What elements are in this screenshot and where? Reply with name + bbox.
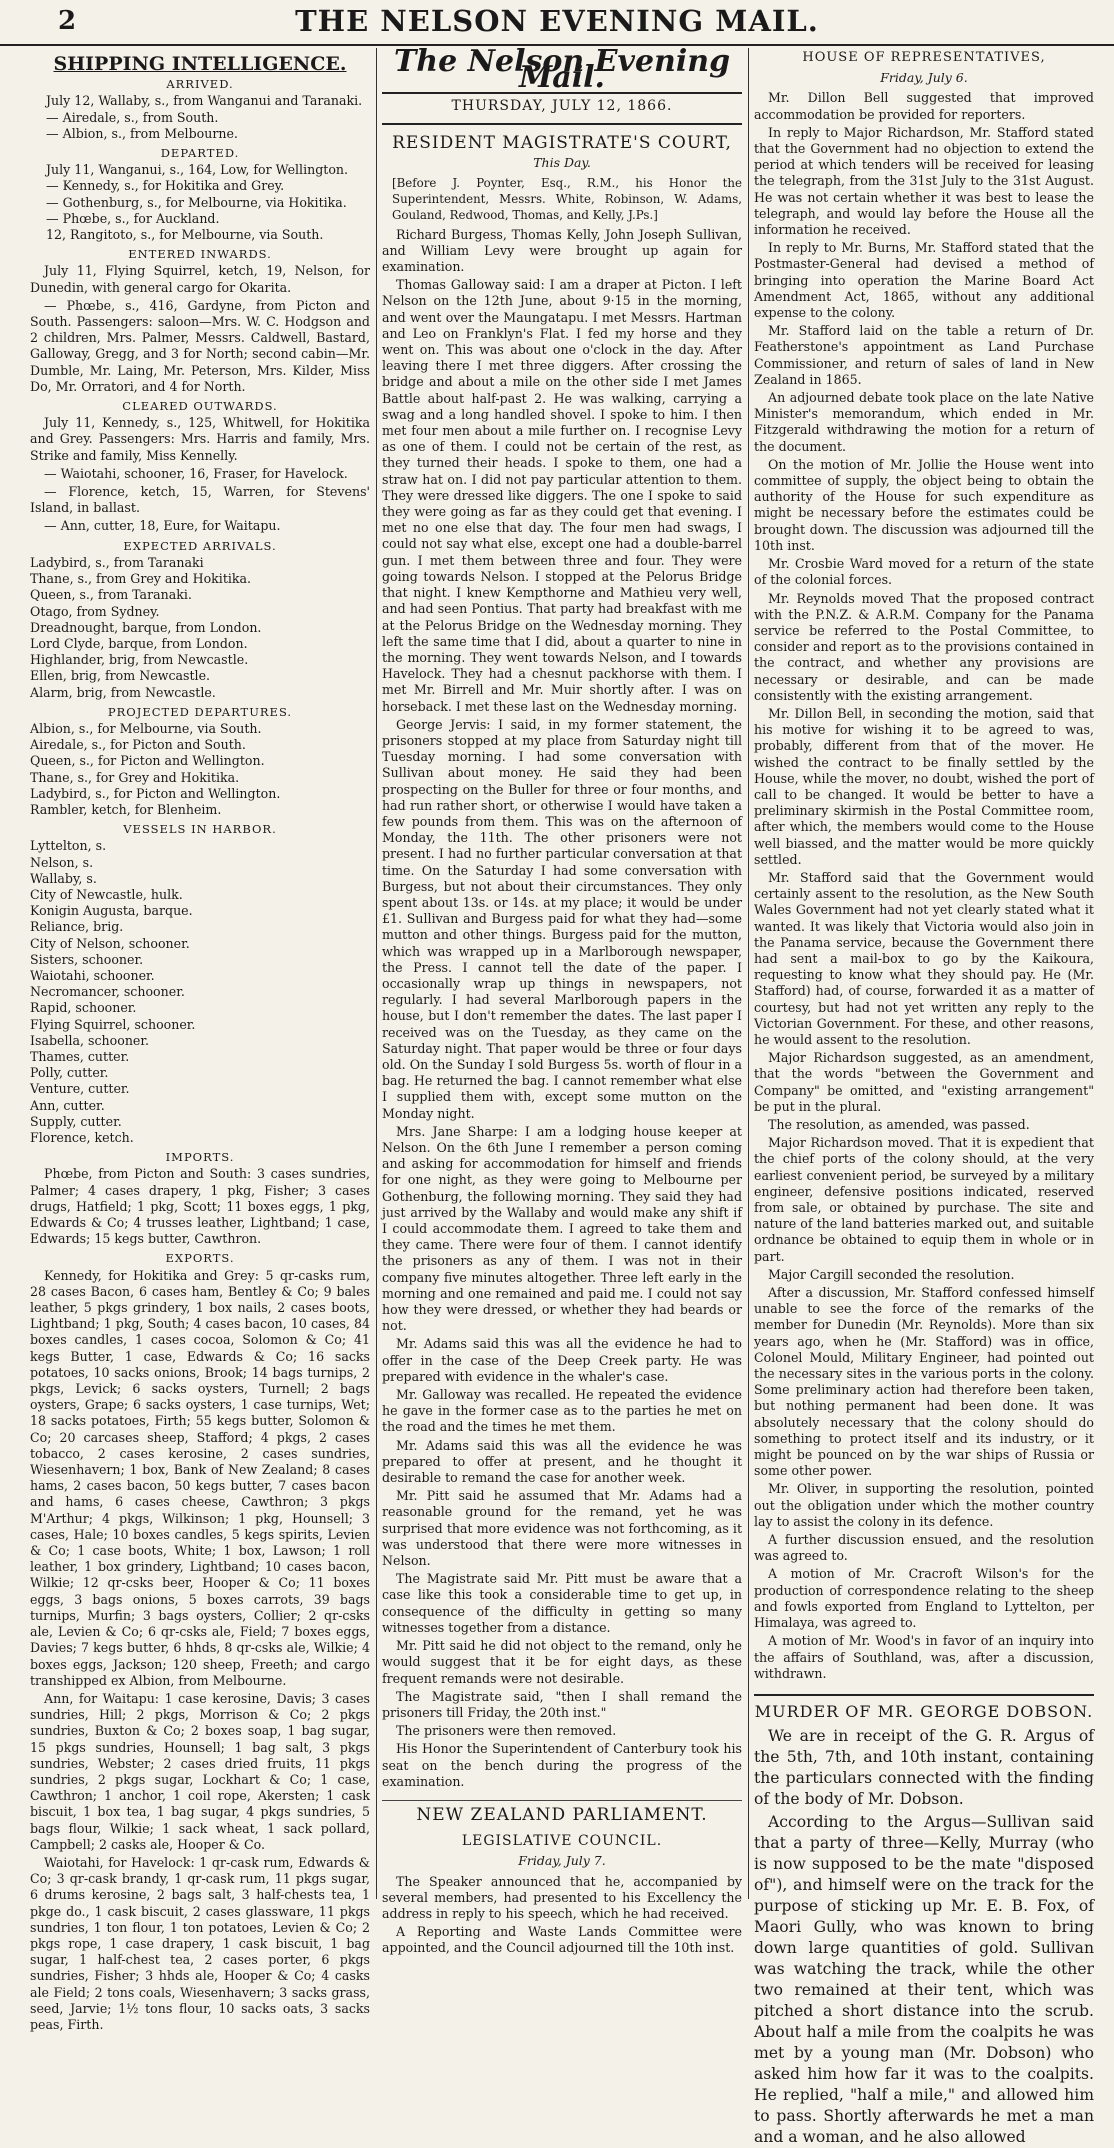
- house-paragraph: Mr. Dillon Bell, in seconding the motion, said that his motive for wishing it to be agreed to was, probably, different from that of the mover. He wished the contract to be finally settled by the House, while the mover, no doubt, wished the port of call to be changed. It would be better to have a preliminary skirmish in the Postal Committee room, after which, the members would come to the House well biassed, and the matter would be more quickly settled.: [754, 705, 1094, 867]
- expected-entry: Thane, s., from Grey and Hokitika.: [30, 571, 252, 587]
- house-paragraph: Major Richardson suggested, as an amendment, that the words "between the Government and Company" be omitted, and "existing arrangement" be put in the plural.: [754, 1050, 1094, 1114]
- house-paragraph: Mr. Dillon Bell suggested that improved accommodation be provided for reporters.: [754, 90, 1094, 122]
- newspaper-title: THE NELSON EVENING MAIL.: [295, 4, 819, 38]
- projected-entry: Ladybird, s., for Picton and Wellington.: [30, 785, 281, 801]
- vessel-entry: Thames, cutter.: [30, 1048, 130, 1064]
- vessel-entry: City of Nelson, schooner.: [30, 935, 190, 951]
- house-paragraph: A motion of Mr. Cracroft Wilson's for the production of correspondence relating to the sheep and fowls exported from England to Lyttelton, per Himalaya, was agreed to.: [754, 1566, 1094, 1631]
- projected-title: PROJECTED DEPARTURES.: [107, 704, 293, 719]
- exports-entry-list: [30, 1268, 370, 2034]
- arrived-entry-list: [30, 93, 370, 142]
- legislative-council-paragraph-list: [382, 1874, 742, 1957]
- exports-entry: Ann, for Waitapu: 1 case kerosine, Davis; 3 cases sundries, Hill; 2 pkgs, Morrison & Co; 2 pkgs sundries, Buxton & Co; 2 boxes soap, 1 bag sugar, 15 pkgs sundries, Hounsell; 1 bag salt, 3 pkgs sundries, Webster; 2 cases dried fruits, 11 pkgs sundries, 2 pkgs sugar, Lockhart & Co; 1 case, Cawthron; 1 anchor, 1 coil rope, Akersten; 1 cask biscuit, 1 box tea, 1 bag sugar, 4 pkgs sundries, 5 bags flour, Wilkie; 1 sack wheat, 1 sack pollard, Campbell; 2 casks ale, Hooper & Co.: [30, 1690, 370, 1852]
- murder-paragraph: We are in receipt of the G. R. Argus of the 5th, 7th, and 10th instant, containing the particulars connected with the finding of the body of Mr. Dobson.: [754, 1727, 1094, 1809]
- cleared-entry: — Florence, ketch, 15, Warren, for Stevens' Island, in ballast.: [30, 484, 370, 516]
- vessel-entry: Supply, cutter.: [30, 1113, 122, 1129]
- departed-entry-list: [30, 162, 370, 243]
- rm-court-paragraph: Mr. Pitt said he did not object to the remand, only he would suggest that it be for eight days, as these frequent remands were not desirable.: [382, 1638, 742, 1686]
- issue-date: THURSDAY, JULY 12, 1866.: [382, 98, 742, 124]
- vessel-entry: Sisters, schooner.: [30, 951, 144, 967]
- legislative-council-paragraph: The Speaker announced that he, accompanied by several members, had presented to his Excellency the address in reply to his speech, which he had received.: [382, 1873, 742, 1921]
- expected-entry: Otago, from Sydney.: [30, 603, 160, 619]
- vessels-title: VESSELS IN HARBOR.: [123, 822, 277, 837]
- house-paragraph: A motion of Mr. Wood's in favor of an inquiry into the affairs of Southland, was, after a discussion, withdrawn.: [754, 1633, 1094, 1681]
- expected-entry: Lord Clyde, barque, from London.: [30, 635, 248, 651]
- vessel-entry: Reliance, brig.: [30, 919, 124, 935]
- house-paragraph: Mr. Reynolds moved That the proposed contract with the P.N.Z. & A.R.M. Company for the Panama service be referred to the Postal Committee, to consider and report as to the provisions contained in the contract, and whether any provisions are necessary or desirable, and can be made consistently with the existing arrangement.: [754, 590, 1094, 703]
- house-paragraph: In reply to Major Richardson, Mr. Stafford stated that the Government had no objection to extend the period at which tenders will be received for leasing the telegraph, from the 31st July to the 31st August. He was not certain whether it was best to lease the telegraph, and would lay before the House all the information he received.: [754, 124, 1094, 238]
- expected-entry: Ellen, brig, from Newcastle.: [30, 668, 211, 684]
- expected-entry: Dreadnought, barque, from London.: [30, 619, 262, 635]
- murder-paragraph-list: [754, 1726, 1094, 2148]
- column-rule: [748, 48, 749, 1899]
- shipping-heading: SHIPPING INTELLIGENCE.: [53, 53, 347, 75]
- column-shipping: [30, 50, 370, 2032]
- vessel-entry: Wallaby, s.: [30, 870, 97, 886]
- house-paragraph: In reply to Mr. Burns, Mr. Stafford stated that the Postmaster-General had devised a method of bringing into operation the Marine Board Act Amendment Act, 1865, without any additional expense to the colony.: [754, 240, 1094, 321]
- rm-court-bench: [Before J. Poynter, Esq., R.M., his Honor the Superintendent, Messrs. White, Robinson, W. Adams, Gouland, Redwood, Thomas, and Kelly, J.Ps.]: [392, 176, 742, 223]
- rm-court-paragraph: Mr. Adams said this was all the evidence he was prepared to offer at present, and he thought it desirable to remand the case for another week.: [382, 1437, 742, 1486]
- entered-entry-list: [30, 263, 370, 395]
- exports-entry: Kennedy, for Hokitika and Grey: 5 qr-casks rum, 28 cases Bacon, 6 cases ham, Bentley & Co; 9 bales leather, 5 pkgs grindery, 1 box nails, 2 cases boots, Lightband; 1 pkg, South; 4 cases bacon, 10 cases, 84 boxes candles, 1 cases cocoa, Solomon & Co; 41 kegs Butter, 1 case, Edwards & Co; 16 sacks potatoes, 10 sacks onions, Brook; 14 bags turnips, 2 pkgs, Levick; 6 sacks oysters, Turnell; 2 bags oysters, Grape; 6 sacks oysters, 1 case turnips, Wet; 18 sacks potatoes, Firth; 55 kegs butter, Solomon & Co; 20 carcases sheep, Stafford; 4 pkgs, 2 cases tobacco, 2 cases kerosine, 2 cases sundries, Wiesenhavern; 1 box, Bank of New Zealand; 8 cases hams, 2 cases bacon, 50 kegs butter, 7 cases bacon and hams, 6 cases cheese, Cawthron; 3 pkgs M'Arthur; 4 pkgs, Wilkinson; 1 pkg, Hounsell; 3 cases, Hale; 10 boxes candles, 5 kegs spirits, Levien & Co; 1 case boots, White; 1 box, Lawson; 1 roll leather, 1 box grindery, Lightband; 10 cases bacon, Wilkie; 12 qr-csks beer, Hooper & Co; 11 boxes eggs, 3 bags onions, 5 boxes carrots, 39 bags turnips, Murfin; 3 bags oysters, Collier; 2 qr-csks ale, Levien & Co; 6 qr-csks ale, Field; 7 boxes eggs, Davies; 7 kegs butter, 6 hhds, 8 qr-csks ale, Wilkie; 4 boxes eggs, Jackson; 120 sheep, Freeth; and cargo transhipped ex Albion, from Melbourne.: [30, 1267, 370, 1688]
- house-heading: HOUSE OF REPRESENTATIVES,: [802, 50, 1046, 65]
- departed-title: DEPARTED.: [160, 146, 240, 161]
- vessel-entry: City of Newcastle, hulk.: [30, 886, 183, 902]
- arrived-entry: July 12, Wallaby, s., from Wanganui and Taranaki.: [46, 93, 363, 109]
- expected-entry: Queen, s., from Taranaki.: [30, 587, 192, 603]
- legislative-council-paragraph: A Reporting and Waste Lands Committee were appointed, and the Council adjourned till the 10th inst.: [382, 1924, 742, 1956]
- masthead-gothic: The Nelson Evening Mail.: [382, 54, 742, 94]
- house-paragraph: The resolution, as amended, was passed.: [768, 1117, 1030, 1132]
- expected-entry-list: [30, 555, 370, 701]
- imports-text: Phœbe, from Picton and South: 3 cases sundries, Palmer; 4 cases drapery, 1 pkg, Fisher; 3 cases drugs, Hatfield; 1 pkg, Scott; 11 boxes eggs, 1 pkg, Edwards & Co; 4 trusses leather, Lightband; 1 case, Edwards; 15 kegs butter, Cawthron.: [30, 1166, 370, 1247]
- expected-title: EXPECTED ARRIVALS.: [123, 538, 277, 553]
- house-date: Friday, July 6.: [880, 70, 968, 86]
- house-paragraph: Major Richardson moved. That it is expedient that the chief ports of the colony should, at the very earliest convenient period, be surveyed by a military engineer, defensive positions indicated, reserved from sale, or obtained by purchase. The site and nature of the land batteries marked out, and suitable ordnance be obtained to equip them in whole or in part.: [754, 1135, 1094, 1264]
- rm-court-paragraph: Mr. Adams said this was all the evidence he had to offer in the case of the Deep Creek party. He was prepared with evidence in the whaler's case.: [382, 1336, 742, 1384]
- vessel-entry: Venture, cutter.: [30, 1081, 130, 1097]
- entered-entry: — Phœbe, s., 416, Gardyne, from Picton and South. Passengers: saloon—Mrs. W. C. Hodgson and 2 children, Mrs. Palmer, Messrs. Caldwell, Bastard, Galloway, Gregg, and 3 for North; second cabin—Mr. Dumble, Mr. Laing, Mr. Peterson, Mrs. Kilder, Miss Do, Mr. Orratori, and 4 for North.: [30, 297, 370, 394]
- projected-entry-list: [30, 721, 370, 818]
- cleared-title: CLEARED OUTWARDS.: [122, 399, 278, 414]
- page-number: 2: [58, 6, 77, 36]
- house-paragraph: An adjourned debate took place on the late Native Minister's memorandum, which ended in Mr. Fitzgerald withdrawing the motion for a return of the document.: [754, 390, 1094, 454]
- house-paragraph-list: [754, 90, 1094, 1682]
- column-editorial: [382, 44, 742, 1956]
- page-header: [0, 0, 1114, 46]
- projected-entry: Thane, s., for Grey and Hokitika.: [30, 769, 240, 785]
- rm-court-paragraph: Mr. Pitt said he assumed that Mr. Adams had a reasonable ground for the remand, yet he was surprised that more evidence was not forthcoming, as it was understood that there were more witnesses in Nelson.: [382, 1488, 742, 1569]
- house-paragraph: Mr. Oliver, in supporting the resolution, pointed out the obligation under which the mother country lay to assist the colony in its defence.: [754, 1481, 1094, 1529]
- rm-court-paragraph: The prisoners were then removed.: [396, 1723, 617, 1739]
- vessel-entry: Florence, ketch.: [30, 1130, 134, 1145]
- legislative-council-heading: LEGISLATIVE COUNCIL.: [461, 1833, 663, 1850]
- vessel-entry: Lyttelton, s.: [30, 838, 107, 854]
- projected-entry: Queen, s., for Picton and Wellington.: [30, 753, 265, 769]
- rm-court-paragraph: The Magistrate said, "then I shall remand the prisoners till Friday, the 20th inst.": [382, 1688, 742, 1720]
- house-paragraph: Mr. Crosbie Ward moved for a return of the state of the colonial forces.: [754, 556, 1094, 588]
- vessel-entry: Isabella, schooner.: [30, 1032, 150, 1048]
- house-paragraph: On the motion of Mr. Jollie the House went into committee of supply, the object being to obtain the authority of the House for such expenditure as might be necessary before the estimates could be brought down. The discussion was adjourned till the 10th inst.: [754, 456, 1094, 553]
- vessel-entry: Polly, cutter.: [30, 1065, 109, 1081]
- column-parliament: [754, 50, 1094, 2147]
- house-paragraph: Mr. Stafford said that the Government would certainly assent to the resolution, as the New South Wales Government had not yet clearly stated what it wanted. It was likely that Victoria would also join in the Panama service, because the Government there had sent a mail-box to go by the Kaikoura, requesting to know what they should pay. He (Mr. Stafford) had, of course, forwarded it as a matter of courtesy, but had not yet written any reply to the Victorian Government. For these, and other reasons, he would assent to the resolution.: [754, 869, 1094, 1047]
- arrived-title: ARRIVED.: [166, 77, 234, 92]
- vessel-entry: Konigin Augusta, barque.: [30, 903, 193, 919]
- vessel-entry: Flying Squirrel, schooner.: [30, 1016, 196, 1032]
- entered-entry: July 11, Flying Squirrel, ketch, 19, Nelson, for Dunedin, with general cargo for Okarita.: [30, 263, 370, 295]
- legislative-council-date: Friday, July 7.: [518, 1853, 606, 1869]
- expected-entry: Alarm, brig, from Newcastle.: [30, 684, 216, 700]
- rm-court-paragraph-list: [382, 227, 742, 1790]
- exports-title: EXPORTS.: [165, 1251, 235, 1266]
- projected-entry: Albion, s., for Melbourne, via South.: [30, 720, 262, 736]
- rm-court-subheading: This Day.: [533, 154, 591, 170]
- cleared-entry: July 11, Kennedy, s., 125, Whitwell, for Hokitika and Grey. Passengers: Mrs. Harris and family, Mrs. Strike and family, Miss Kennelly.: [30, 415, 370, 463]
- rm-court-paragraph: The Magistrate said Mr. Pitt must be aware that a case like this took a considerable time to get up, in consequence of the difficulty in getting so many witnesses together from a distance.: [382, 1571, 742, 1635]
- rm-court-heading: RESIDENT MAGISTRATE'S COURT,: [392, 132, 732, 153]
- nz-parliament-heading: NEW ZEALAND PARLIAMENT.: [382, 1800, 742, 1823]
- departed-entry: — Gothenburg, s., for Melbourne, via Hokitika.: [46, 194, 347, 210]
- entered-title: ENTERED INWARDS.: [128, 247, 272, 262]
- cleared-entry: — Ann, cutter, 18, Eure, for Waitapu.: [44, 518, 281, 534]
- vessel-entry-list: [30, 838, 370, 1146]
- arrived-entry: — Airedale, s., from South.: [46, 109, 219, 125]
- rm-court-paragraph: Mr. Galloway was recalled. He repeated the evidence he gave in the former case as to the parties he met on the road and the times he met them.: [382, 1387, 742, 1435]
- imports-title: IMPORTS.: [165, 1150, 235, 1165]
- rm-court-paragraph: Richard Burgess, Thomas Kelly, John Joseph Sullivan, and William Levy were brought up again for examination.: [382, 226, 742, 275]
- vessel-entry: Nelson, s.: [30, 854, 94, 870]
- cleared-entry-list: [30, 415, 370, 534]
- projected-entry: Airedale, s., for Picton and South.: [30, 737, 246, 753]
- arrived-entry: — Albion, s., from Melbourne.: [46, 125, 238, 141]
- departed-entry: July 11, Wanganui, s., 164, Low, for Wellington.: [46, 162, 349, 178]
- expected-entry: Highlander, brig, from Newcastle.: [30, 652, 249, 668]
- vessel-entry: Necromancer, schooner.: [30, 984, 185, 1000]
- rm-court-paragraph: Mrs. Jane Sharpe: I am a lodging house keeper at Nelson. On the 6th June I remember a person coming and asking for accommodation for himself and friends for one night, as they were going to Melbourne per Gothenburg, the following morning. They said they had just arrived by the Wallaby and would make any shift if I could accommodate them. I agreed to take them and they came. There were four of them. I cannot identify the prisoners as any of them. I was not in their company five minutes altogether. Three left early in the morning and one remained and paid me. I could not say how they were dressed, or whether they had beards or not.: [382, 1123, 742, 1334]
- vessel-entry: Waiotahi, schooner.: [30, 967, 155, 983]
- murder-paragraph: According to the Argus—Sullivan said that a party of three—Kelly, Murray (who is now supposed to be the mate "disposed of"), and himself were on the track for the purpose of sticking up Mr. E. B. Fox, of Maori Gully, who was known to bring down large quantities of gold. Sullivan was watching the track, while the other two remained at their tent, which was pitched a short distance into the scrub. About half a mile from the coalpits he was met by a young man (Mr. Dobson) who asked him how far it was to the coalpits. He replied, "half a mile," and allowed him to pass. Shortly afterwards he met a man and a woman, and he also allowed: [754, 1813, 1094, 2147]
- house-paragraph: Mr. Stafford laid on the table a return of Dr. Featherstone's appointment as Land Purchase Commissioner, and return of sales of land in New Zealand in 1865.: [754, 323, 1094, 387]
- house-paragraph: After a discussion, Mr. Stafford confessed himself unable to see the force of the remarks of the member for Dunedin (Mr. Reynolds). More than six years ago, when he (Mr. Stafford) was in office, Colonel Mould, Military Engineer, had pointed out the necessary sites in the various ports in the colony. Some preliminary action had therefore been taken, but nothing permanent had been done. It was absolutely necessary that the colony should do something to protect itself and its industry, or it might be pounced on by the war ships of Russia or some other power.: [754, 1285, 1094, 1479]
- rm-court-paragraph: His Honor the Superintendent of Canterbury took his seat on the bench during the progress of the examination.: [382, 1741, 742, 1789]
- house-paragraph: A further discussion ensued, and the resolution was agreed to.: [754, 1532, 1094, 1564]
- rm-court-paragraph: Thomas Galloway said: I am a draper at Picton. I left Nelson on the 12th June, about 9·15 in the morning, and went over the Maungatapu. I met Messrs. Hartman and Leo on Franklyn's Flat. I fed my horse and they went on. This was about one o'clock in the day. After leaving there I met three diggers. After crossing the bridge and about a mile on the other side I met James Battle about half-past 2. He was walking, carrying a swag and a long handled shovel. I spoke to him. I then met four men about a mile further on. I recognise Levy as one of them. I could not be certain of the rest, as they turned their heads. I spoke to them, one had a straw hat on. I did not pay particular attention to them. They were dressed like diggers. The one I spoke to said they were going as far as they could get that evening. I met no one else that day. The four men had swags, I could not say what else, except one had a double-barrel gun. I met them between three and four. They were going towards Nelson. I stopped at the Pelorus Bridge that night. I knew Kempthorne and Mathieu very well, and had seen Pontius. That party had breakfast with me at the Pelorus Bridge on the Wednesday morning. They left the same time that I did, about a quarter to nine in the morning. They went towards Nelson, and I towards Havelock. They had a chesnut packhorse with them. I met Mr. Birrell and Mr. Muir shortly after. I was on horseback. I met these last on the Wednesday morning.: [382, 277, 742, 714]
- house-paragraph: Major Cargill seconded the resolution.: [768, 1266, 1015, 1282]
- departed-entry: — Kennedy, s., for Hokitika and Grey.: [46, 178, 285, 194]
- cleared-entry: — Waiotahi, schooner, 16, Fraser, for Havelock.: [44, 465, 348, 481]
- departed-entry: 12, Rangitoto, s., for Melbourne, via South.: [46, 227, 324, 243]
- expected-entry: Ladybird, s., from Taranaki: [30, 554, 204, 570]
- projected-entry: Rambler, ketch, for Blenheim.: [30, 801, 222, 817]
- rm-court-paragraph: George Jervis: I said, in my former statement, the prisoners stopped at my place from Saturday night till Tuesday morning. I had some conversation with Sullivan about money. He said they had been prospecting on the Buller for three or four months, and had run rather short, or otherwise I would have taken a few pounds from them. This was on the afternoon of Monday, the 11th. The other prisoners were not present. I had no further particular conversation at that time. On the Saturday I had some conversation with Burgess, but not about their circumstances. They only spent about 13s. or 14s. at my place; it would be under £1. Sullivan and Burgess paid for what they had—some mutton and other things. Burgess paid for the mutton, which was wrapped up in a Marlborough newspaper, the Press. I cannot tell the date of the paper. I occasionally wrap up things in newspapers, not regularly. I had several Marlborough papers in the house, but I don't remember the dates. The last paper I received was on the Tuesday, as they came on the Saturday night. That paper would be three or four days old. On the Sunday I sold Burgess 5s. worth of flour in a bag. He returned the bag. I cannot remember what else I supplied them with, except some mutton on the Monday night.: [382, 716, 742, 1121]
- departed-entry: — Phœbe, s., for Auckland.: [46, 210, 220, 226]
- murder-heading: MURDER OF MR. GEORGE DOBSON.: [754, 1694, 1094, 1720]
- vessel-entry: Rapid, schooner.: [30, 1000, 137, 1016]
- vessel-entry: Ann, cutter.: [30, 1097, 105, 1113]
- exports-entry: Waiotahi, for Havelock: 1 qr-cask rum, Edwards & Co; 3 qr-cask brandy, 1 qr-cask rum, 11 pkgs sugar, 6 drums kerosine, 2 bags salt, 3 half-chests tea, 1 pkge do., 1 cask biscuit, 2 cases glassware, 11 pkgs sundries, 1 ton flour, 1 ton potatoes, Levien & Co; 2 pkgs rope, 1 case drapery, 1 cask biscuit, 1 bag sugar, 1 half-chest tea, 2 cases porter, 6 pkgs sundries, Fisher; 3 hhds ale, Hooper & Co; 4 casks ale Field; 2 tons coals, Wiesenhavern; 3 sacks grass, seed, Jarvie; 1½ tons flour, 10 sacks oats, 3 sacks peas, Firth.: [30, 1854, 370, 2032]
- column-rule: [376, 48, 377, 1899]
